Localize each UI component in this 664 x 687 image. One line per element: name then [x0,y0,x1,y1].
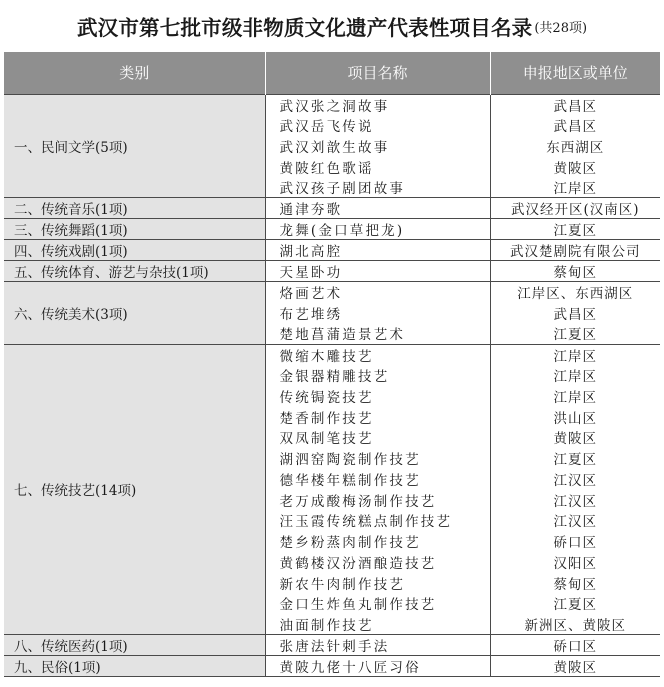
applicant-cell: 洪山区 [553,410,597,427]
applicant-cell: 汉阳区 [553,555,597,572]
project-name-cell: 传统锔瓷技艺 [265,386,490,407]
project-name-cell: 楚地菖蒲造景艺术 [265,323,490,344]
header-project-name: 项目名称 [265,52,490,94]
heritage-list-table [4,52,660,677]
header-applicant: 申报地区或单位 [490,52,660,94]
applicant-cell: 江夏区 [553,597,597,614]
header-category: 类别 [4,52,265,94]
project-name-cell: 德华楼年糕制作技艺 [265,469,490,490]
project-name-cell: 通津夯歌 [265,198,490,219]
table-row [4,344,660,365]
category-cell: 二、传统音乐(1项) [4,198,265,219]
table-row [4,635,660,656]
table-row [4,282,660,303]
applicant-cell: 江汉区 [553,472,597,489]
applicant-cell: 江汉区 [553,493,597,510]
title-count-note: (共28项) [534,20,588,36]
applicant-cell: 江岸区 [490,344,660,365]
table-row [4,261,660,282]
applicant-cell: 江汉区 [553,514,597,531]
table-row [4,198,660,219]
applicant-cell: 硚口区 [553,535,597,552]
table-row [4,240,660,261]
applicant-cell: 江岸区 [553,389,597,406]
project-name-cell: 张唐法针刺手法 [265,635,490,656]
category-cell: 八、传统医药(1项) [4,635,265,656]
applicant-cell: 黄陂区 [490,656,660,677]
project-name-cell: 武汉张之洞故事 [265,94,490,115]
category-cell: 五、传统体育、游艺与杂技(1项) [4,261,265,282]
table-row [4,656,660,677]
applicant-cell: 武汉经开区(汉南区) [490,198,660,219]
project-name-cell: 武汉岳飞传说 [265,115,490,136]
project-name-cell: 布艺堆绣 [265,303,490,324]
project-name-cell: 汪玉霞传统糕点制作技艺 [265,510,490,531]
applicant-cell: 黄陂区 [553,431,597,448]
table-row [4,219,660,240]
project-name-cell: 老万成酸梅汤制作技艺 [265,489,490,510]
project-name-cell: 楚香制作技艺 [265,406,490,427]
project-name-cell: 黄陂九佬十八匠习俗 [265,656,490,677]
project-name-cell: 龙舞(金口草把龙) [265,219,490,240]
project-name-cell: 湖北高腔 [265,240,490,261]
category-cell: 三、传统舞蹈(1项) [4,219,265,240]
applicant-cell: 江岸区 [553,181,597,198]
applicant-cell: 江夏区 [553,452,597,469]
project-name-cell: 微缩木雕技艺 [265,344,490,365]
category-cell: 九、民俗(1项) [4,656,265,677]
project-name-cell: 烙画艺术 [265,282,490,303]
project-name-cell: 双凤制笔技艺 [265,427,490,448]
applicant-cell: 江岸区 [553,369,597,386]
category-cell: 一、民间文学(5项) [4,94,265,198]
table-header-row [4,52,660,94]
page-title: 武汉市第七批市级非物质文化遗产代表性项目名录 [76,16,533,40]
applicant-cell: 硚口区 [490,635,660,656]
applicant-cell: 东西湖区 [546,139,605,156]
applicant-cell: 江夏区 [553,327,597,344]
project-name-cell: 武汉孩子剧团故事 [265,177,490,198]
applicant-cell: 江岸区、东西湖区 [490,282,660,303]
project-name-cell: 金银器精雕技艺 [265,365,490,386]
project-name-cell: 天星卧功 [265,261,490,282]
project-name-cell: 金口生炸鱼丸制作技艺 [265,593,490,614]
project-name-cell: 武汉刘歆生故事 [265,136,490,157]
project-name-cell: 黄鹤楼汉汾酒酿造技艺 [265,552,490,573]
category-cell: 六、传统美术(3项) [4,282,265,344]
applicant-cell: 黄陂区 [553,160,597,177]
applicant-cell: 新洲区、黄陂区 [524,617,626,634]
project-name-cell: 新农牛肉制作技艺 [265,572,490,593]
table-row [4,94,660,115]
project-name-cell: 油面制作技艺 [265,614,490,635]
table-body [4,94,660,677]
applicant-cell: 蔡甸区 [490,261,660,282]
category-cell: 四、传统戏剧(1项) [4,240,265,261]
project-name-cell: 湖泗窑陶瓷制作技艺 [265,448,490,469]
applicant-cell: 武汉楚剧院有限公司 [490,240,660,261]
applicant-cell: 武昌区 [553,306,597,323]
applicant-cell: 武昌区 [553,119,597,136]
project-name-cell: 黄陂红色歌谣 [265,156,490,177]
title-bar [0,0,664,52]
project-name-cell: 楚乡粉蒸肉制作技艺 [265,531,490,552]
applicant-cell: 蔡甸区 [553,576,597,593]
applicant-cell: 江夏区 [490,219,660,240]
applicant-cell: 武昌区 [490,94,660,115]
category-cell: 七、传统技艺(14项) [4,344,265,635]
